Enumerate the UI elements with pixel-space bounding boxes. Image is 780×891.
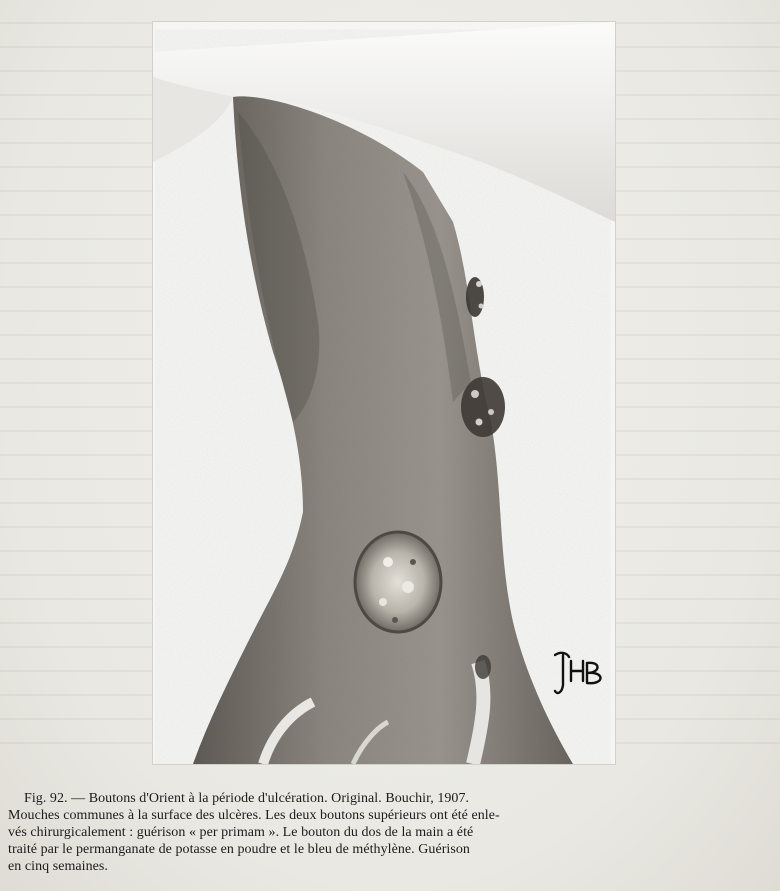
caption-line: en cinq semaines. [8,859,108,874]
caption-line: traité par le permanganate de potasse en poudre et le bleu de méthylène. Guérison [8,842,470,857]
figure-caption [8,790,768,875]
photograph-plate [153,22,615,764]
caption-line: Fig. 92. — Boutons d'Orient à la période d'ulcération. Original. Bouchir, 1907. [24,791,470,806]
caption-line: Mouches communes à la surface des ulcères. Les deux boutons supérieurs ont été enle- [8,808,500,823]
middle-lesion [461,377,505,437]
hand-ulcer [355,532,441,632]
hand-photograph [153,22,615,764]
upper-lesion [466,277,484,317]
caption-line: vés chirurgicalement : guérison « per primam ». Le bouton du dos de la main a été [8,825,474,840]
